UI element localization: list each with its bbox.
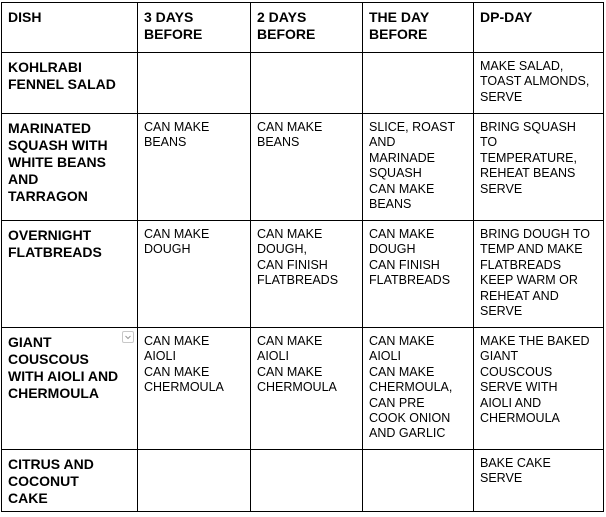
header-dish: DISH xyxy=(2,3,138,53)
dp-day-cell[interactable]: BRING SQUASH TO TEMPERATURE, REHEAT BEANS SERVE xyxy=(474,114,604,221)
day-before-cell[interactable]: CAN MAKE DOUGH CAN FINISH FLATBREADS xyxy=(363,221,474,328)
three-days-cell[interactable] xyxy=(138,450,251,512)
table-row xyxy=(2,221,604,328)
three-days-cell[interactable]: CAN MAKE AIOLI CAN MAKE CHERMOULA xyxy=(138,328,251,450)
dp-day-cell[interactable]: MAKE THE BAKED GIANT COUSCOUS SERVE WITH AIOLI AND CHERMOULA xyxy=(474,328,604,450)
two-days-cell[interactable]: CAN MAKE AIOLI CAN MAKE CHERMOULA xyxy=(251,328,363,450)
prep-schedule-table xyxy=(1,2,604,512)
two-days-cell[interactable] xyxy=(251,450,363,512)
dish-cell[interactable]: MARINATED SQUASH WITH WHITE BEANS AND TARRAGON xyxy=(2,114,138,221)
table-row xyxy=(2,53,604,114)
table-row xyxy=(2,114,604,221)
two-days-cell[interactable] xyxy=(251,53,363,114)
header-row xyxy=(2,3,604,53)
day-before-cell[interactable]: CAN MAKE AIOLI CAN MAKE CHERMOULA, CAN PRE COOK ONION AND GARLIC xyxy=(363,328,474,450)
table-row xyxy=(2,328,604,450)
day-before-cell[interactable]: SLICE, ROAST AND MARINADE SQUASH CAN MAKE BEANS xyxy=(363,114,474,221)
three-days-cell[interactable]: CAN MAKE BEANS xyxy=(138,114,251,221)
two-days-cell[interactable]: CAN MAKE DOUGH, CAN FINISH FLATBREADS xyxy=(251,221,363,328)
dish-cell[interactable]: KOHLRABI FENNEL SALAD xyxy=(2,53,138,114)
three-days-cell[interactable]: CAN MAKE DOUGH xyxy=(138,221,251,328)
dp-day-cell[interactable]: BRING DOUGH TO TEMP AND MAKE FLATBREADS KEEP WARM OR REHEAT AND SERVE xyxy=(474,221,604,328)
dish-cell[interactable]: GIANT COUSCOUS WITH AIOLI AND CHERMOULA xyxy=(2,328,138,450)
header-3-days-before: 3 DAYS BEFORE xyxy=(138,3,251,53)
header-dp-day: DP-DAY xyxy=(474,3,604,53)
table-row xyxy=(2,450,604,512)
two-days-cell[interactable]: CAN MAKE BEANS xyxy=(251,114,363,221)
header-2-days-before: 2 DAYS BEFORE xyxy=(251,3,363,53)
day-before-cell[interactable] xyxy=(363,450,474,512)
day-before-cell[interactable] xyxy=(363,53,474,114)
header-day-before: THE DAY BEFORE xyxy=(363,3,474,53)
dish-cell[interactable]: OVERNIGHT FLATBREADS xyxy=(2,221,138,328)
dp-day-cell[interactable]: MAKE SALAD, TOAST ALMONDS, SERVE xyxy=(474,53,604,114)
dp-day-cell[interactable]: BAKE CAKE SERVE xyxy=(474,450,604,512)
dish-cell[interactable]: CITRUS AND COCONUT CAKE xyxy=(2,450,138,512)
cell-dropdown-icon[interactable] xyxy=(122,331,134,343)
three-days-cell[interactable] xyxy=(138,53,251,114)
